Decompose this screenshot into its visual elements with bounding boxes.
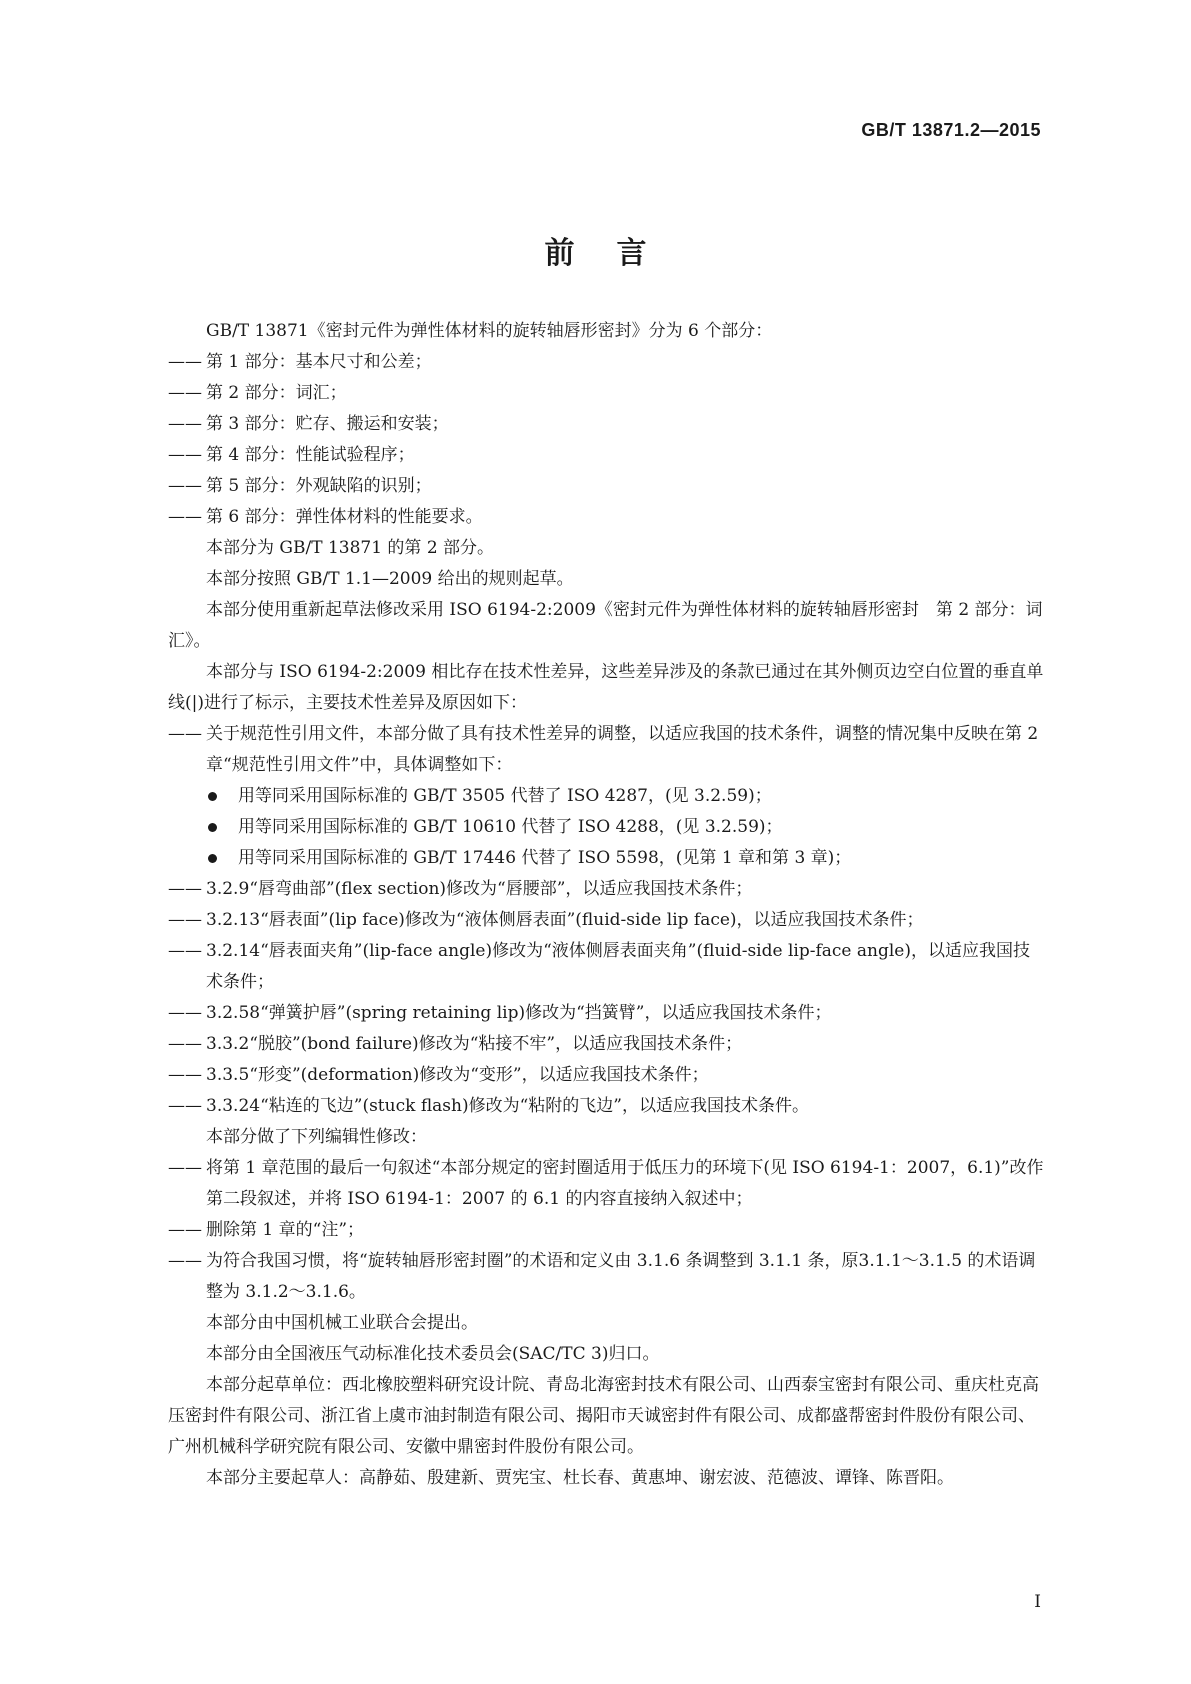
bullet-item: 用等同采用国际标准的 GB/T 17446 代替了 ISO 5598，(见第 1 章和第 3 章)； <box>168 843 1044 874</box>
paragraph: 本部分由中国机械工业联合会提出。 <box>206 1313 478 1333</box>
standard-number: GB/T 13871.2—2015 <box>861 120 1041 140</box>
paragraph: 本部分使用重新起草法修改采用 ISO 6194-2:2009《密封元件为弹性体材料的旋转轴唇形密封 第 2 部分：词汇》。 <box>168 600 1043 651</box>
list-item: —— 将第 1 章范围的最后一句叙述“本部分规定的密封圈适用于低压力的环境下(见 ISO 6194-1：2007，6.1)”改作第二段叙述，并将 ISO 6194-1：2007 的 6.1 的内容直接纳入叙述中； <box>168 1158 1044 1209</box>
paragraph-intro: GB/T 13871《密封元件为弹性体材料的旋转轴唇形密封》分为 6 个部分： <box>206 321 773 341</box>
bullet-icon <box>208 792 217 801</box>
list-item: —— 3.2.58“弹簧护唇”(spring retaining lip)修改为“挡簧臂”，以适应我国技术条件； <box>168 1003 832 1023</box>
bullet-item: 用等同采用国际标准的 GB/T 3505 代替了 ISO 4287，(见 3.2.59)； <box>168 781 1044 812</box>
paragraph: 本部分做了下列编辑性修改： <box>206 1127 427 1147</box>
list-item: —— 3.2.9“唇弯曲部”(flex section)修改为“唇腰部”，以适应我国技术条件； <box>168 879 753 899</box>
list-item: —— 3.2.14“唇表面夹角”(lip-face angle)修改为“液体侧唇表面夹角”(fluid-side lip-face angle)，以适应我国技术条件； <box>168 941 1030 992</box>
page-title: 前言 <box>544 236 689 271</box>
bullet-item: 用等同采用国际标准的 GB/T 10610 代替了 ISO 4288，(见 3.2.59)； <box>168 812 1044 843</box>
list-item: —— 为符合我国习惯，将“旋转轴唇形密封圈”的术语和定义由 3.1.6 条调整到 3.1.1 条，原3.1.1～3.1.5 的术语调整为 3.1.2～3.1.6。 <box>168 1251 1036 1302</box>
paragraph: 本部分主要起草人：高静茹、殷建新、贾宪宝、杜长春、黄惠坤、谢宏波、范德波、谭锋、陈晋阳。 <box>206 1468 954 1488</box>
paragraph: 本部分由全国液压气动标准化技术委员会(SAC/TC 3)归口。 <box>206 1344 660 1364</box>
page-number: I <box>1034 1592 1041 1612</box>
bullet-icon <box>208 854 217 863</box>
list-item: —— 关于规范性引用文件，本部分做了具有技术性差异的调整，以适应我国的技术条件，调整的情况集中反映在第 2 章“规范性引用文件”中，具体调整如下： <box>168 724 1039 775</box>
paragraph: 本部分与 ISO 6194-2:2009 相比存在技术性差异，这些差异涉及的条款已通过在其外侧页边空白位置的垂直单线(|)进行了标示，主要技术性差异及原因如下： <box>168 662 1044 713</box>
list-item: —— 第 6 部分：弹性体材料的性能要求。 <box>168 507 483 527</box>
bullet-icon <box>208 823 217 832</box>
list-item: —— 3.3.24“粘连的飞边”(stuck flash)修改为“粘附的飞边”，以适应我国技术条件。 <box>168 1096 809 1116</box>
list-item: —— 3.3.2“脱胶”(bond failure)修改为“粘接不牢”，以适应我国技术条件； <box>168 1034 743 1054</box>
paragraph: 本部分为 GB/T 13871 的第 2 部分。 <box>206 538 495 558</box>
list-item: —— 第 3 部分：贮存、搬运和安装； <box>168 414 449 434</box>
list-item: —— 3.2.13“唇表面”(lip face)修改为“液体侧唇表面”(fluid-side lip face)，以适应我国技术条件； <box>168 910 924 930</box>
list-item: —— 第 1 部分：基本尺寸和公差； <box>168 352 432 372</box>
paragraph: 本部分起草单位：西北橡胶塑料研究设计院、青岛北海密封技术有限公司、山西泰宝密封有限公司、重庆杜克高压密封件有限公司、浙江省上虞市油封制造有限公司、揭阳市天诚密封件有限公司、成都盛帮密封件股份有限公司、广州机械科学研究院有限公司、安徽中鼎密封件股份有限公司。 <box>168 1375 1039 1457</box>
list-item: —— 删除第 1 章的“注”； <box>168 1220 365 1240</box>
foreword-body <box>168 316 1044 1494</box>
list-item: —— 第 5 部分：外观缺陷的识别； <box>168 476 432 496</box>
list-item: —— 3.3.5“形变”(deformation)修改为“变形”，以适应我国技术条件； <box>168 1065 709 1085</box>
paragraph: 本部分按照 GB/T 1.1—2009 给出的规则起草。 <box>206 569 574 589</box>
list-item: —— 第 4 部分：性能试验程序； <box>168 445 415 465</box>
list-item: —— 第 2 部分：词汇； <box>168 383 347 403</box>
